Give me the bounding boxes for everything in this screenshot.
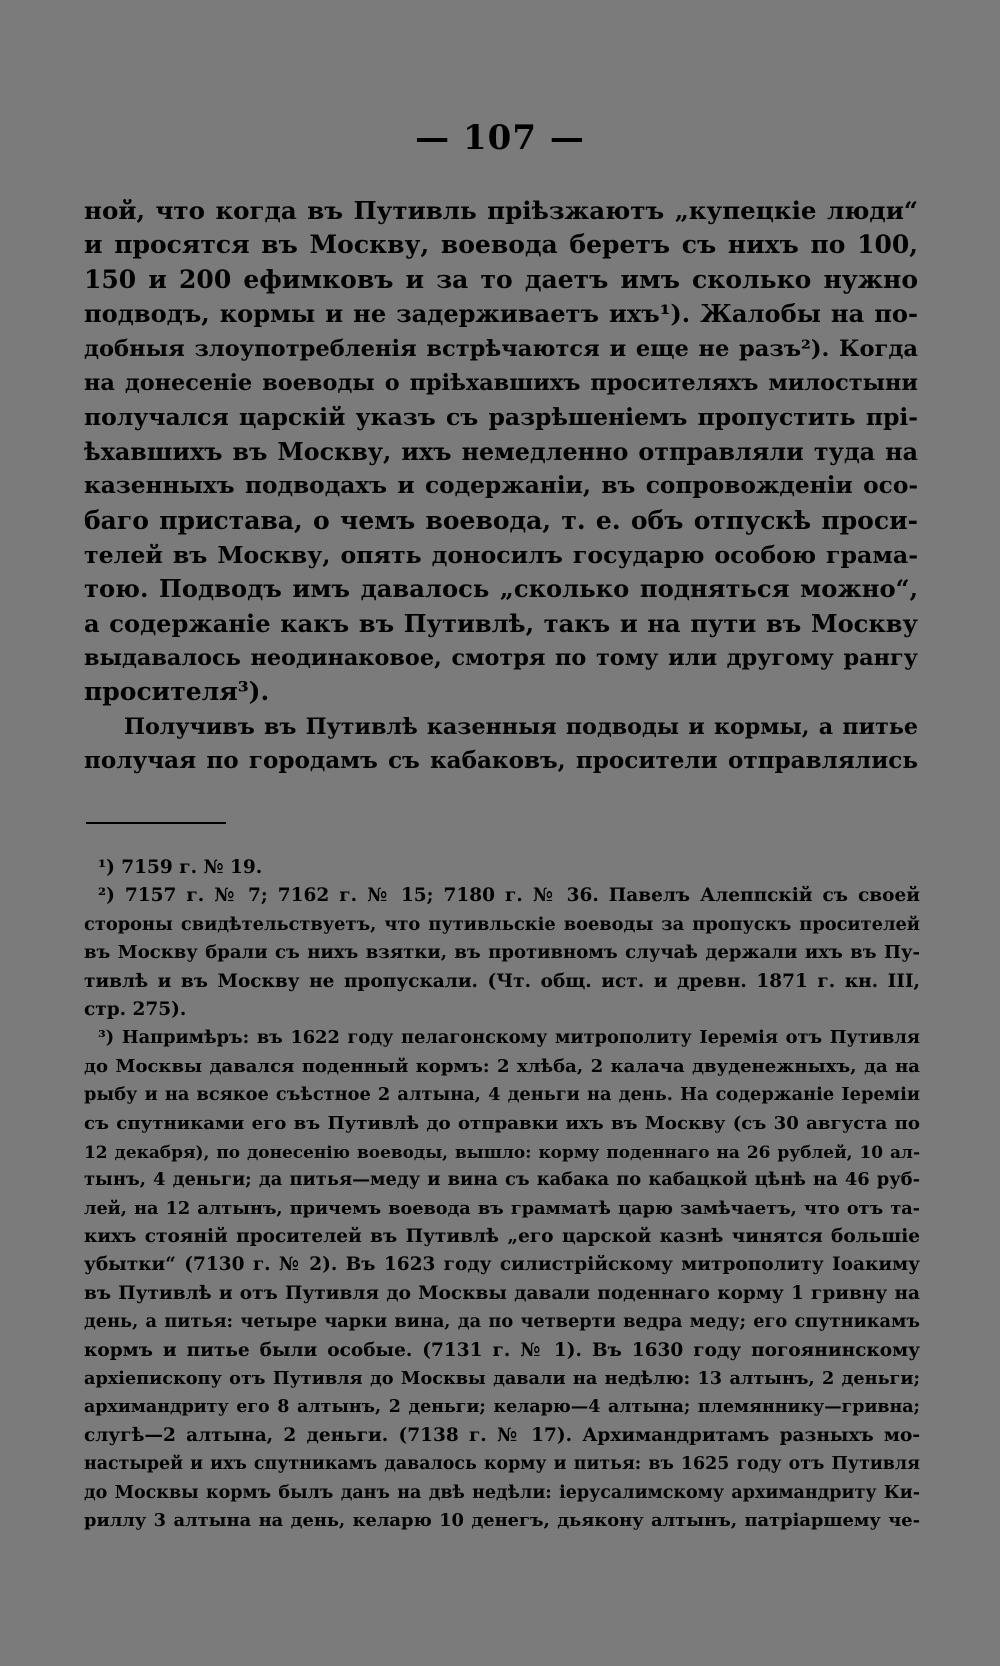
footnote-line: слугѣ—2 алтына, 2 деньги. (7138 г. № 17). Архимандритамъ разныхъ мо- — [84, 1424, 920, 1446]
footnote-line: архіепископу отъ Путивля до Москвы давали на недѣлю: 13 алтынъ, 2 деньги; — [84, 1368, 920, 1390]
footnote-line: ²) 7157 г. № 7; 7162 г. № 15; 7180 г. № 36. Павелъ Алеппскій съ своей — [98, 885, 920, 907]
footnote-separator — [86, 822, 226, 824]
footnote-line: убытки“ (7130 г. № 2). Въ 1623 году силистрійскому митрополиту Іоакиму — [84, 1254, 920, 1276]
footnote-line: съ спутниками его въ Путивлѣ до отправки ихъ въ Москву (съ 30 августа по — [84, 1112, 920, 1134]
text-line: а содержаніе какъ въ Путивлѣ, такъ и на пути въ Москву — [84, 608, 918, 638]
footnote-line: день, а питья: четыре чарки вина, да по четверти ведра меду; его спутникамъ — [84, 1311, 920, 1333]
text-line: на донесеніе воеводы о пріѣхавшихъ просителяхъ милостыни — [84, 369, 918, 396]
footnote-line: ³) Напримѣръ: въ 1622 году пелагонскому митрополиту Іеремія отъ Путивля — [98, 1027, 920, 1049]
text-line: и просятся въ Москву, воевода беретъ съ нихъ по 100, — [84, 230, 918, 260]
footnote-line: въ Москву брали съ нихъ взятки, въ противномъ случаѣ держали ихъ въ Пу- — [84, 942, 920, 964]
text-line: ѣхавшихъ въ Москву, ихъ немедленно отправляли туда на — [84, 437, 918, 466]
footnotes — [84, 854, 920, 1535]
footnote-line: кормъ и питье были особые. (7131 г. № 1). Въ 1630 году погоянинскому — [84, 1339, 920, 1361]
text-line: 150 и 200 ефимковъ и за то даетъ имъ сколько нужно — [84, 264, 918, 294]
text-line: Получивъ въ Путивлѣ казенныя подводы и кормы, а питье — [124, 713, 918, 740]
footnote-line: стороны свидѣтельствуетъ, что путивльскіе воеводы за пропускъ просителей — [84, 913, 920, 935]
footnote-line: тынъ, 4 деньги; да питья—меду и вина съ кабака по кабацкой цѣнѣ на 46 руб- — [84, 1169, 920, 1191]
footnote-line: ¹) 7159 г. № 19. — [98, 857, 263, 878]
text-line: получая по городамъ съ кабаковъ, просители отправлялись — [84, 747, 918, 775]
text-line: подводъ, кормы и не задерживаетъ ихъ¹). Жалобы на по- — [84, 299, 918, 329]
footnote-line: кихъ стояній просителей въ Путивлѣ „его царской казнѣ чинятся большіе — [84, 1226, 920, 1248]
text-line: просителя³). — [84, 677, 270, 707]
text-line: ной, что когда въ Путивль пріѣзжаютъ „купецкіе люди“ — [84, 196, 918, 225]
footnote-line: рыбу и на всякое съѣстное 2 алтына, 4 деньги на день. На содержаніе Іереміи — [84, 1084, 920, 1106]
footnote-line: архимандриту его 8 алтынъ, 2 деньги; келарю—4 алтына; племяннику—гривна; — [84, 1397, 920, 1418]
text-line: казенныхъ подводахъ и содержаніи, въ сопровожденіи осо- — [84, 472, 918, 500]
text-line: выдавалось неодинаковое, смотря по тому или другому рангу — [84, 645, 918, 672]
footnote-line: лей, на 12 алтынъ, причемъ воевода въ грамматѣ царю замѣчаетъ, что отъ та- — [84, 1197, 920, 1219]
text-line: получался царскій указъ съ разрѣшеніемъ пропустить прі- — [84, 403, 918, 432]
footnote-line: въ Путивлѣ и отъ Путивля до Москвы давали поденнаго корму 1 гривну на — [84, 1282, 920, 1304]
footnote-line: до Москвы кормъ былъ данъ на двѣ недѣли: іерусалимскому архимандриту Ки- — [84, 1482, 920, 1503]
main-text — [84, 194, 918, 779]
footnote-line: до Москвы давался поденный кормъ: 2 хлѣба, 2 калача двуденежныхъ, да на — [84, 1055, 920, 1077]
footnote-line: тивлѣ и въ Москву не пропускали. (Чт. общ. ист. и древн. 1871 г. кн. III, — [84, 970, 920, 992]
text-line: добныя злоупотребленія встрѣчаются и еще не разъ²). Когда — [84, 335, 918, 362]
page-number: — 107 — — [415, 118, 585, 158]
text-line: телей въ Москву, опять доносилъ государю особою грама- — [84, 540, 918, 569]
footnote-line: 12 декабря), по донесенію воеводы, вышло: корму поденнаго на 26 рублей, 10 ал- — [84, 1141, 920, 1162]
footnote-line: настырей и ихъ спутникамъ давалось корму и питья: въ 1625 году отъ Путивля — [84, 1454, 920, 1475]
footnote-line: риллу 3 алтына на день, келарю 10 денегъ, дьякону алтынъ, патріаршему че- — [84, 1509, 920, 1531]
footnote-line: стр. 275). — [84, 998, 187, 1020]
text-line: баго пристава, о чемъ воевода, т. е. объ отпускѣ проси- — [84, 505, 918, 535]
text-line: тою. Подводъ имъ давалось „сколько подняться можно“, — [84, 574, 918, 604]
